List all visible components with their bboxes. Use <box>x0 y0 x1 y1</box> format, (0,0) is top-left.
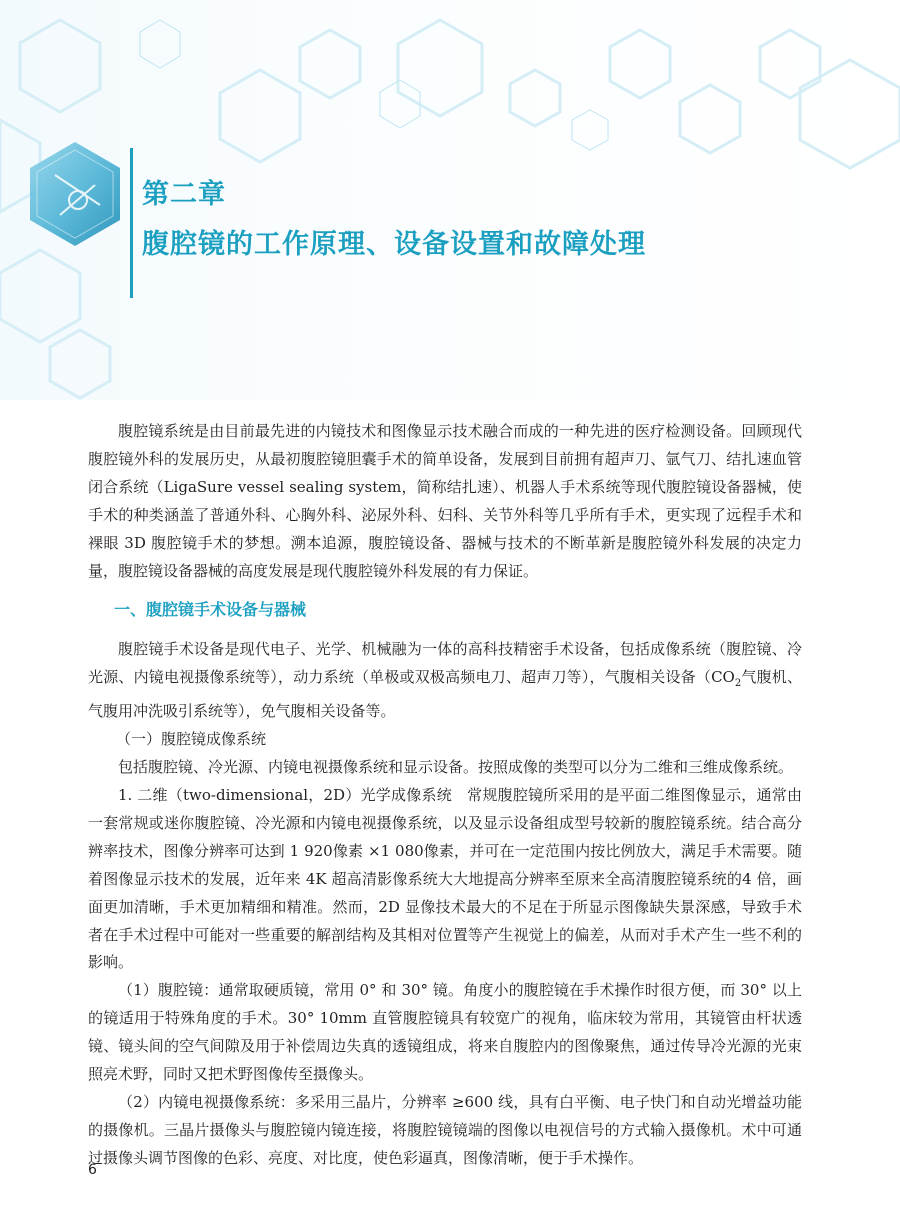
camera-system-paragraph: （2）内镜电视摄像系统：多采用三晶片，分辨率 ≥600 线，具有白平衡、电子快门和自动光增益功能的摄像机。三晶片摄像头与腹腔镜内镜连接，将腹腔镜镜端的图像以电视信号的方式输入摄像机。术中可通过摄像头调节图像的色彩、亮度、对比度，使色彩逼真，图像清晰，便于手术操作。 <box>88 1092 802 1167</box>
chapter-number: 第二章 <box>142 179 226 210</box>
imaging-system-paragraph: 包括腹腔镜、冷光源、内镜电视摄像系统和显示设备。按照成像的类型可以分为二维和三维成像系统。 <box>118 758 794 777</box>
intro-paragraph: 腹腔镜系统是由目前最先进的内镜技术和图像显示技术融合而成的一种先进的医疗检测设备。回顾现代腹腔镜外科的发展历史，从最初腹腔镜胆囊手术的简单设备，发展到目前拥有超声刀、氩气刀、结扎速血管闭合系统（LigaSure vessel sealing system，简称结扎速）、机器人手术系统等现代腹腔镜设备器械，使手术的种类涵盖了普通外科、心胸外科、泌尿外科、妇科、关节外科等几乎所有手术，更实现了远程手术和裸眼 3D 腹腔镜手术的梦想。溯本追源，腹腔镜设备、器械与技术的不断革新是腹腔镜外科发展的决定力量，腹腔镜设备器械的高度发展是现代腹腔镜外科发展的有力保证。 <box>88 422 802 580</box>
subsection-heading: （一）腹腔镜成像系统 <box>116 730 267 749</box>
chapter-content <box>88 418 802 1173</box>
equipment-text-part2: 气腹机、气腹用冲洗吸引系统等），免气腹相关设备等。 <box>88 668 802 721</box>
hexagon-decoration <box>0 0 900 400</box>
2d-imaging-paragraph: 1. 二维（two-dimensional，2D）光学成像系统 常规腹腔镜所采用的是平面二维图像显示，通常由一套常规或迷你腹腔镜、冷光源和内镜电视摄像系统，以及显示设备组成型号较新的腹腔镜系统。结合高分辨率技术，图像分辨率可达到 1 920像素 ×1 080像素，并可在一定范围内按比例放大，满足手术需要。随着图像显示技术的发展，近年来 4K 超高清影像系统大大地提高分辨率至原来全高清腹腔镜系统的4 倍，画面更加清晰，手术更加精细和精准。然而，2D 显像技术最大的不足在于所显示图像缺失景深感，导致手术者在手术过程中可能对一些重要的解剖结构及其相对位置等产生视觉上的偏差，从而对手术产生一些不利的影响。 <box>88 785 802 972</box>
chapter-title: 腹腔镜的工作原理、设备设置和故障处理 <box>142 229 646 260</box>
chapter-accent-bar <box>130 148 133 298</box>
section-heading: 一、腹腔镜手术设备与器械 <box>114 600 307 620</box>
page-number: 6 <box>88 1162 97 1178</box>
laparoscope-paragraph: （1）腹腔镜：通常取硬质镜，常用 0° 和 30° 镜。角度小的腹腔镜在手术操作时很方便，而 30° 以上的镜适用于特殊角度的手术。30° 10mm 直管腹腔镜具有较宽广的视角，临床较为常用，其镜管由杆状透镜、镜头间的空气间隙及用于补偿周边失真的透镜组成，将来自腹腔内的图像聚焦，通过传导冷光源的光束照亮术野，同时又把术野图像传至摄像头。 <box>88 981 802 1084</box>
equipment-paragraph <box>88 636 802 726</box>
equipment-text-part1: 腹腔镜手术设备是现代电子、光学、机械融为一体的高科技精密手术设备，包括成像系统（腹腔镜、冷光源、内镜电视摄像系统等），动力系统（单极或双极高频电刀、超声刀等），气腹相关设备（CO <box>88 640 802 687</box>
co2-subscript: 2 <box>734 678 742 690</box>
